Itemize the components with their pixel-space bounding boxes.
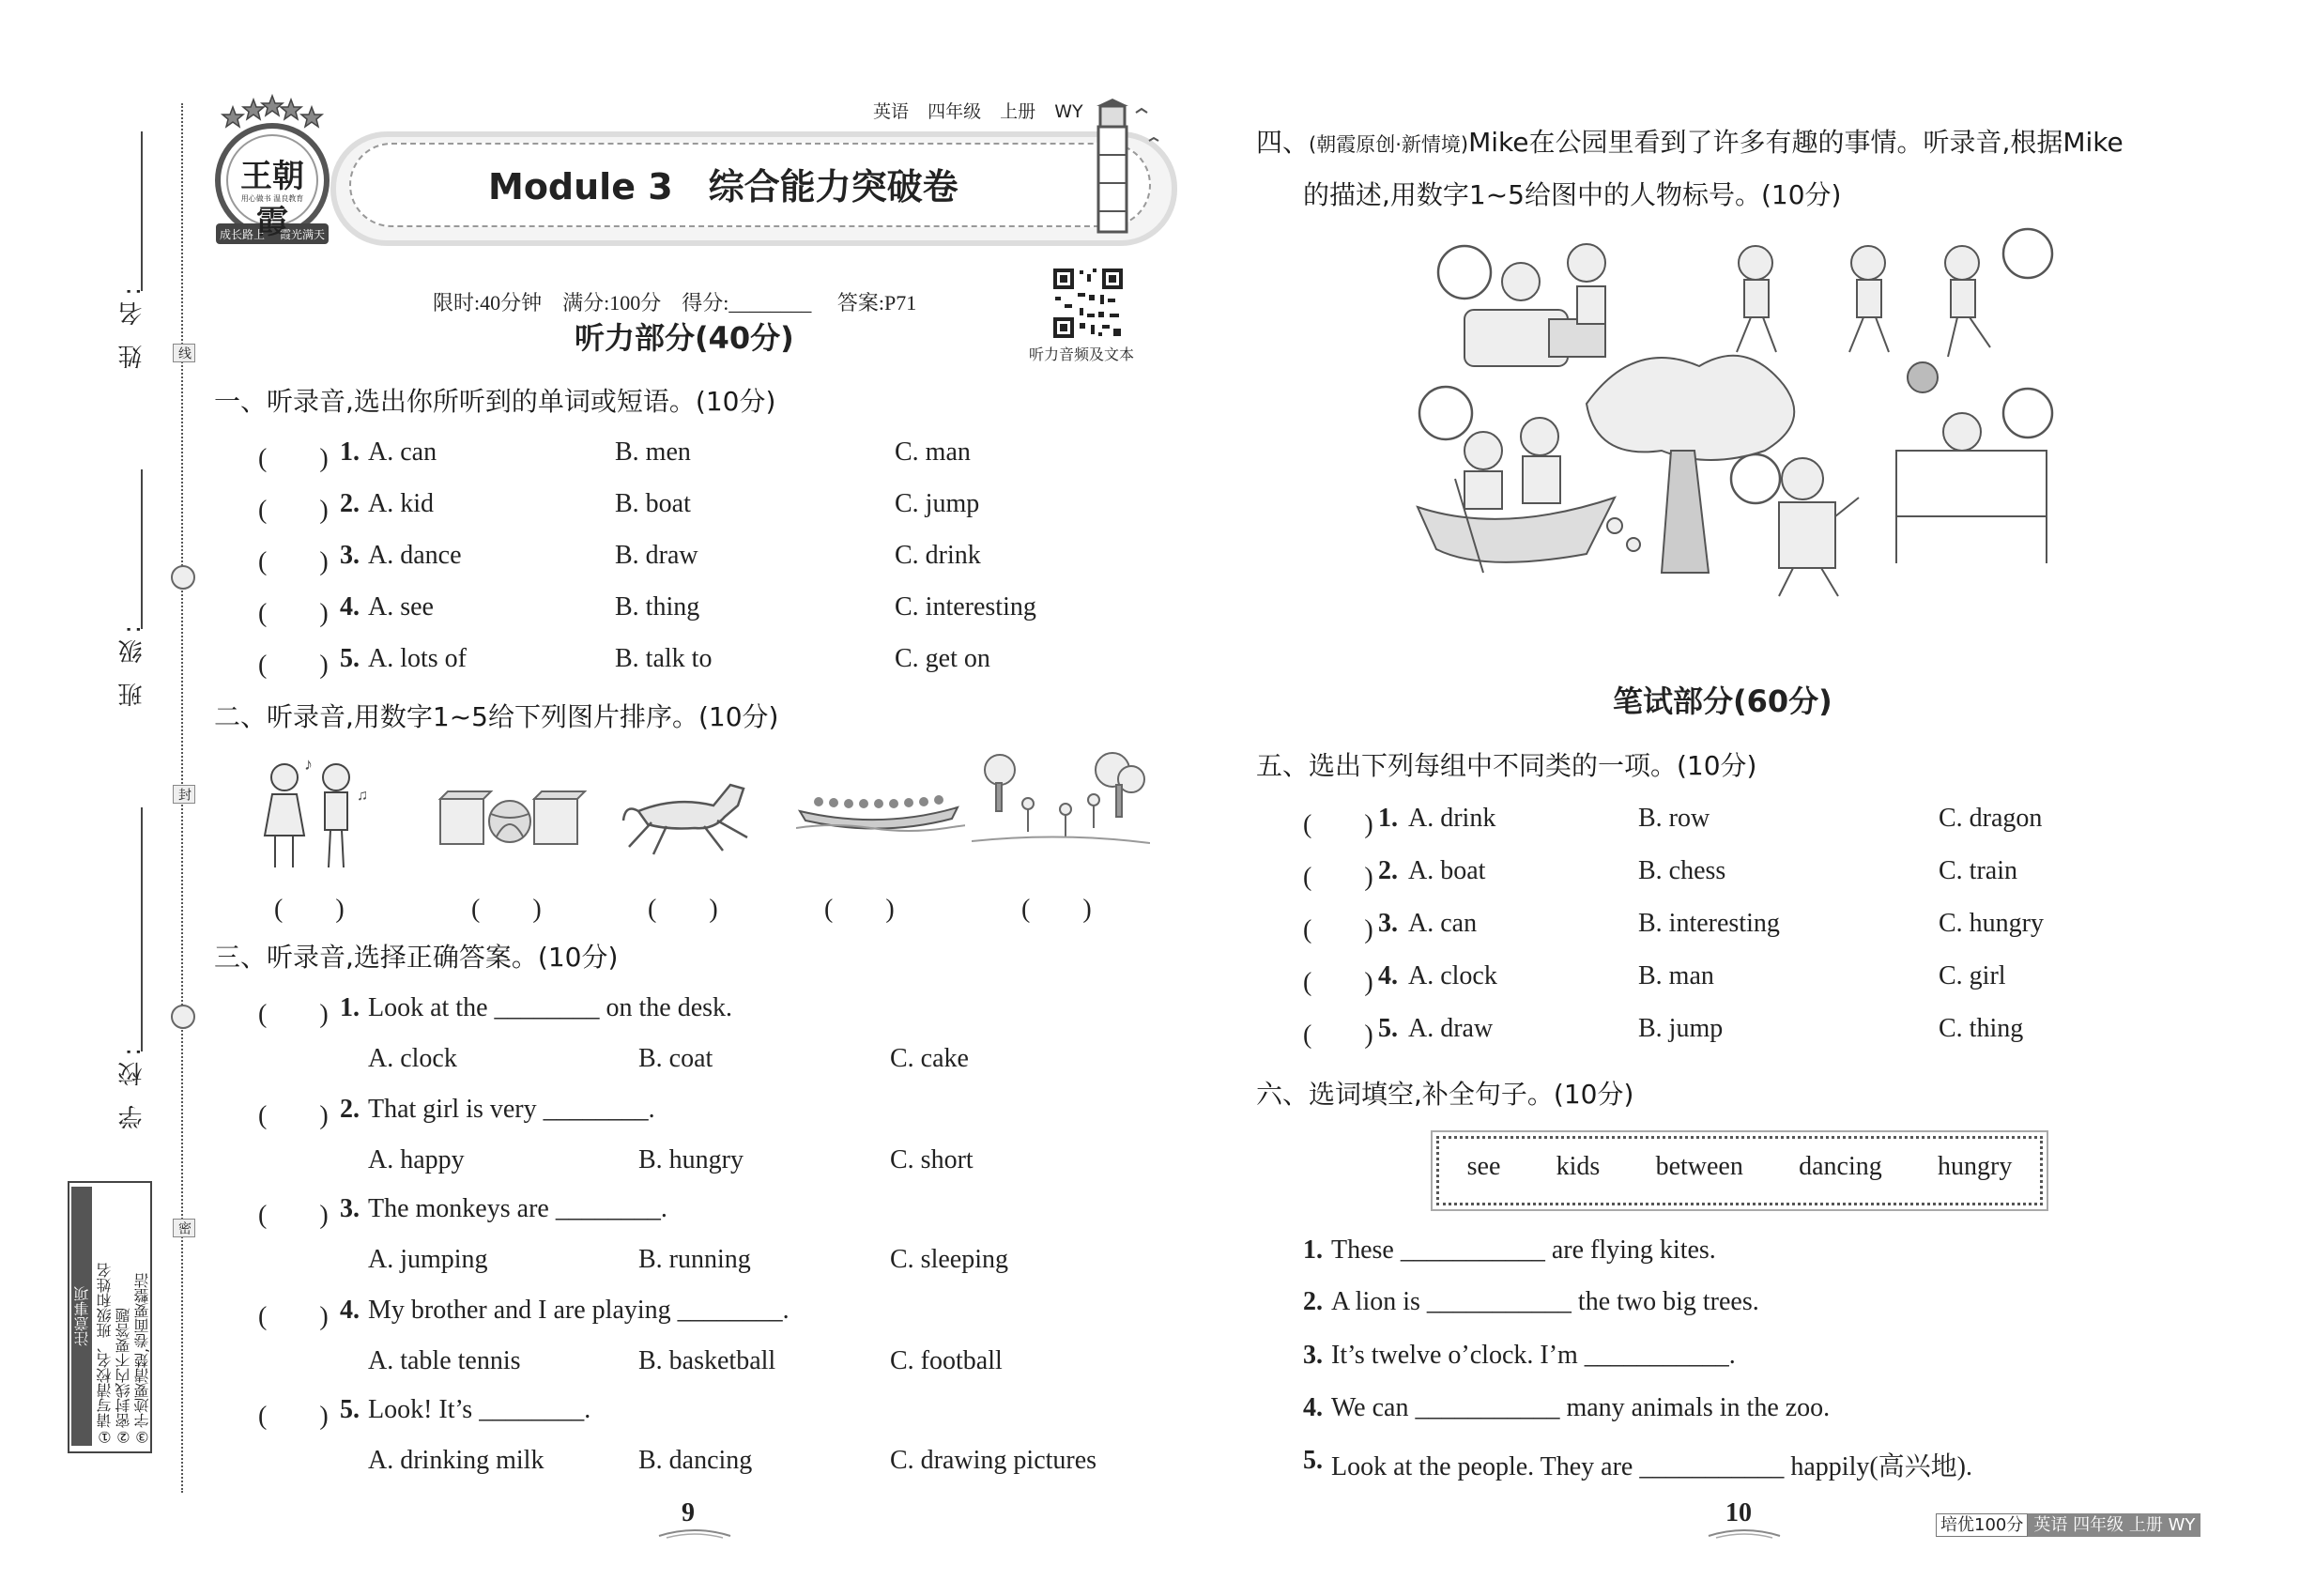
option-a: A. jumping <box>368 1245 488 1274</box>
answer-bracket[interactable]: ( ) <box>1303 810 1373 839</box>
answer-bracket[interactable]: ( ) <box>258 496 329 525</box>
answer-bracket[interactable]: ( ) <box>258 1302 329 1331</box>
option-c: C. get on <box>895 644 990 673</box>
answer-bracket[interactable]: ( ) <box>1303 1021 1373 1050</box>
binding-char-xian: 线 <box>173 344 195 362</box>
option-c: C. football <box>890 1346 1003 1375</box>
question-text: That girl is very ________. <box>368 1095 655 1124</box>
picture-answer-bracket[interactable]: ( ) <box>1021 895 1092 924</box>
section-4-prefix: 四、 <box>1256 127 1310 158</box>
sentence-text: A lion is ___________ the two big trees. <box>1331 1287 1759 1316</box>
lighthouse-icon <box>1070 99 1164 235</box>
boxes-and-ball-picture <box>437 784 587 850</box>
item-number: 5. <box>340 1395 360 1424</box>
option-b: B. dancing <box>638 1446 753 1475</box>
option-b: B. basketball <box>638 1346 776 1375</box>
question-text: My brother and I are playing ________. <box>368 1296 790 1325</box>
word-bank-item: kids <box>1556 1152 1601 1181</box>
notes-title: 注意事项 <box>71 1187 92 1446</box>
option-c: C. sleeping <box>890 1245 1008 1274</box>
note-1: ①请写清校名、班级和姓名 <box>96 1263 114 1446</box>
option-c: C. cake <box>890 1044 969 1073</box>
option-c: C. thing <box>1939 1014 2024 1043</box>
word-bank-box <box>1436 1136 2043 1205</box>
item-number: 1. <box>1378 804 1398 833</box>
word-bank <box>1439 1152 2040 1182</box>
answer-page: 答案:P71 <box>836 291 917 315</box>
option-a: A. kid <box>368 489 434 518</box>
item-number: 3. <box>340 1194 360 1223</box>
picture-answer-bracket[interactable]: ( ) <box>471 895 542 924</box>
logo-slogan-left: 成长路上 <box>220 228 266 241</box>
option-b: B. row <box>1638 804 1710 833</box>
footer-tag-subject: 英语 <box>2033 1515 2068 1535</box>
section-4-rest: Mike在公园里看到了许多有趣的事情。听录音,根据Mike <box>1468 127 2124 158</box>
score-blank: 得分:________ <box>682 291 812 315</box>
sentence-text: We can ___________ many animals in the zoo. <box>1331 1393 1831 1422</box>
notes-box <box>68 1181 152 1453</box>
option-a: A. boat <box>1408 856 1486 885</box>
option-b: B. man <box>1638 961 1714 990</box>
question-text: Look at the ________ on the desk. <box>368 993 733 1022</box>
footer-brand: 培优100分 <box>1936 1513 2028 1537</box>
item-number: 1. <box>340 437 360 467</box>
section-2-title: 二、听录音,用数字1~5给下列图片排序。(10分) <box>214 701 779 732</box>
class-label: 班 级: <box>118 620 146 708</box>
option-b: B. jump <box>1638 1014 1724 1043</box>
option-a: A. drink <box>1408 804 1496 833</box>
picture-answer-bracket[interactable]: ( ) <box>274 895 345 924</box>
item-number: 3. <box>1378 909 1398 938</box>
item-number: 5. <box>1378 1014 1398 1043</box>
answer-bracket[interactable]: ( ) <box>258 1402 329 1431</box>
option-a: A. lots of <box>368 644 467 673</box>
option-b: B. draw <box>615 541 698 570</box>
section-4-tag: (朝霞原创·新情境) <box>1309 133 1469 156</box>
singing-kids-picture <box>252 751 374 873</box>
item-number: 5. <box>1303 1446 1323 1475</box>
sentence-text: It’s twelve o’clock. I’m ___________. <box>1331 1341 1736 1370</box>
page-title: Module 3 综合能力突破卷 <box>488 166 958 207</box>
page-number-right: 10 <box>1725 1498 1752 1527</box>
answer-bracket[interactable]: ( ) <box>258 1000 329 1029</box>
option-b: B. boat <box>615 489 691 518</box>
section-1-title: 一、听录音,选出你所听到的单词或短语。(10分) <box>214 386 776 417</box>
exam-info <box>422 263 916 316</box>
note-2: ②密封线内不要答题 <box>115 1308 132 1446</box>
section-6-title: 六、选词填空,补全句子。(10分) <box>1256 1079 1634 1110</box>
binding-char-mi: 密 <box>173 1219 195 1237</box>
option-a: A. can <box>368 437 437 467</box>
answer-bracket[interactable]: ( ) <box>258 547 329 576</box>
page-number-right-swoosh <box>1707 1527 1782 1540</box>
section-4-title-line1 <box>1256 122 2124 160</box>
option-a: A. see <box>368 592 434 622</box>
option-c: C. interesting <box>895 592 1036 622</box>
park-people-picture <box>1408 225 2065 601</box>
full-score: 满分:100分 <box>562 291 662 315</box>
option-b: B. hungry <box>638 1145 744 1174</box>
park-scene-picture <box>972 751 1150 854</box>
svg-text:♪: ♪ <box>304 755 313 774</box>
option-b: B. talk to <box>615 644 713 673</box>
listening-heading: 听力部分(40分) <box>575 320 794 356</box>
option-a: A. draw <box>1408 1014 1494 1043</box>
option-c: C. drawing pictures <box>890 1446 1097 1475</box>
option-b: B. interesting <box>1638 909 1780 938</box>
option-a: A. can <box>1408 909 1478 938</box>
name-underline <box>141 131 143 291</box>
option-b: B. thing <box>615 592 700 622</box>
item-number: 2. <box>1303 1287 1323 1316</box>
word-bank-item: see <box>1466 1152 1501 1181</box>
option-c: C. drink <box>895 541 981 570</box>
running-horse-picture <box>620 768 760 862</box>
item-number: 4. <box>340 1296 360 1325</box>
option-b: B. coat <box>638 1044 713 1073</box>
page-number-left-swoosh <box>657 1527 732 1540</box>
footer-tag-grade: 四年级 <box>2073 1515 2124 1535</box>
subject-tags <box>873 98 1083 123</box>
option-b: B. running <box>638 1245 751 1274</box>
option-c: C. jump <box>895 489 980 518</box>
logo-text: 王朝霞 <box>240 158 304 241</box>
section-5-title: 五、选出下列每组中不同类的一项。(10分) <box>1256 750 1757 781</box>
binding-char-feng: 封 <box>173 785 195 804</box>
option-a: A. clock <box>368 1044 457 1073</box>
answer-bracket[interactable]: ( ) <box>258 651 329 680</box>
option-b: B. chess <box>1638 856 1726 885</box>
question-text: Look! It’s ________. <box>368 1395 591 1424</box>
option-c: C. short <box>890 1145 974 1174</box>
qr-code-icon[interactable] <box>1051 267 1125 340</box>
sentence-text: Look at the people. They are ___________ happily(高兴地). <box>1331 1452 1972 1481</box>
section-4-title-line2: 的描述,用数字1~5给图中的人物标号。(10分) <box>1303 179 1842 210</box>
answer-bracket[interactable]: ( ) <box>1303 968 1373 997</box>
footer-tags <box>2028 1513 2200 1537</box>
word-bank-item: hungry <box>1938 1152 2013 1181</box>
option-a: A. table tennis <box>368 1346 521 1375</box>
footer-tag-edition: WY <box>2168 1515 2196 1535</box>
answer-bracket[interactable]: ( ) <box>1303 863 1373 892</box>
picture-answer-bracket[interactable]: ( ) <box>824 895 895 924</box>
option-a: A. drinking milk <box>368 1446 544 1475</box>
name-label: 姓 名: <box>118 282 146 370</box>
answer-bracket[interactable]: ( ) <box>258 444 329 473</box>
option-c: C. man <box>895 437 971 467</box>
option-c: C. hungry <box>1939 909 2044 938</box>
item-number: 1. <box>340 993 360 1022</box>
qr-label: 听力音频及文本 <box>1029 347 1135 363</box>
item-number: 1. <box>1303 1235 1323 1265</box>
option-a: A. happy <box>368 1145 465 1174</box>
footer-tag-term: 上册 <box>2128 1515 2163 1535</box>
word-bank-item: dancing <box>1799 1152 1882 1181</box>
picture-answer-bracket[interactable]: ( ) <box>648 895 718 924</box>
question-text: The monkeys are ________. <box>368 1194 667 1223</box>
option-c: C. train <box>1939 856 2017 885</box>
option-a: A. dance <box>368 541 462 570</box>
writing-heading: 笔试部分(60分) <box>1613 683 1832 719</box>
option-c: C. girl <box>1939 961 2006 990</box>
item-number: 3. <box>340 541 360 570</box>
item-number: 4. <box>1378 961 1398 990</box>
logo-slogan-right: 霞光满天 <box>280 228 326 241</box>
class-underline <box>141 469 143 629</box>
binding-hole-icon <box>171 565 195 590</box>
word-bank-item: between <box>1655 1152 1743 1181</box>
logo-sub: 用心做书 温良教育 <box>240 194 304 203</box>
logo <box>205 94 341 249</box>
item-number: 4. <box>340 592 360 622</box>
footer-brand-bar <box>1936 1512 2200 1536</box>
item-number: 3. <box>1303 1341 1323 1370</box>
tag-subject: 英语 <box>873 101 910 122</box>
page-number-left: 9 <box>682 1498 695 1527</box>
tag-grade: 四年级 <box>928 101 982 122</box>
time-limit: 限时:40分钟 <box>433 291 543 315</box>
item-number: 5. <box>340 644 360 673</box>
school-underline <box>141 807 143 1051</box>
item-number: 4. <box>1303 1393 1323 1422</box>
school-label: 学 校: <box>118 1042 146 1130</box>
option-c: C. dragon <box>1939 804 2043 833</box>
note-3: ③字迹要清楚,卷面要整洁 <box>133 1272 151 1446</box>
option-a: A. clock <box>1408 961 1497 990</box>
item-number: 2. <box>1378 856 1398 885</box>
binding-hole-icon <box>171 1005 195 1029</box>
answer-bracket[interactable]: ( ) <box>258 599 329 628</box>
answer-bracket[interactable]: ( ) <box>1303 915 1373 944</box>
svg-text:♫: ♫ <box>357 788 368 804</box>
item-number: 2. <box>340 1095 360 1124</box>
answer-bracket[interactable]: ( ) <box>258 1201 329 1230</box>
tag-term: 上册 <box>1000 101 1036 122</box>
option-b: B. men <box>615 437 691 467</box>
item-number: 2. <box>340 489 360 518</box>
tag-edition: WY <box>1054 101 1083 122</box>
section-3-title: 三、听录音,选择正确答案。(10分) <box>214 942 619 973</box>
answer-bracket[interactable]: ( ) <box>258 1101 329 1130</box>
dragon-boat-picture <box>796 779 965 836</box>
sentence-text: These ___________ are flying kites. <box>1331 1235 1716 1265</box>
